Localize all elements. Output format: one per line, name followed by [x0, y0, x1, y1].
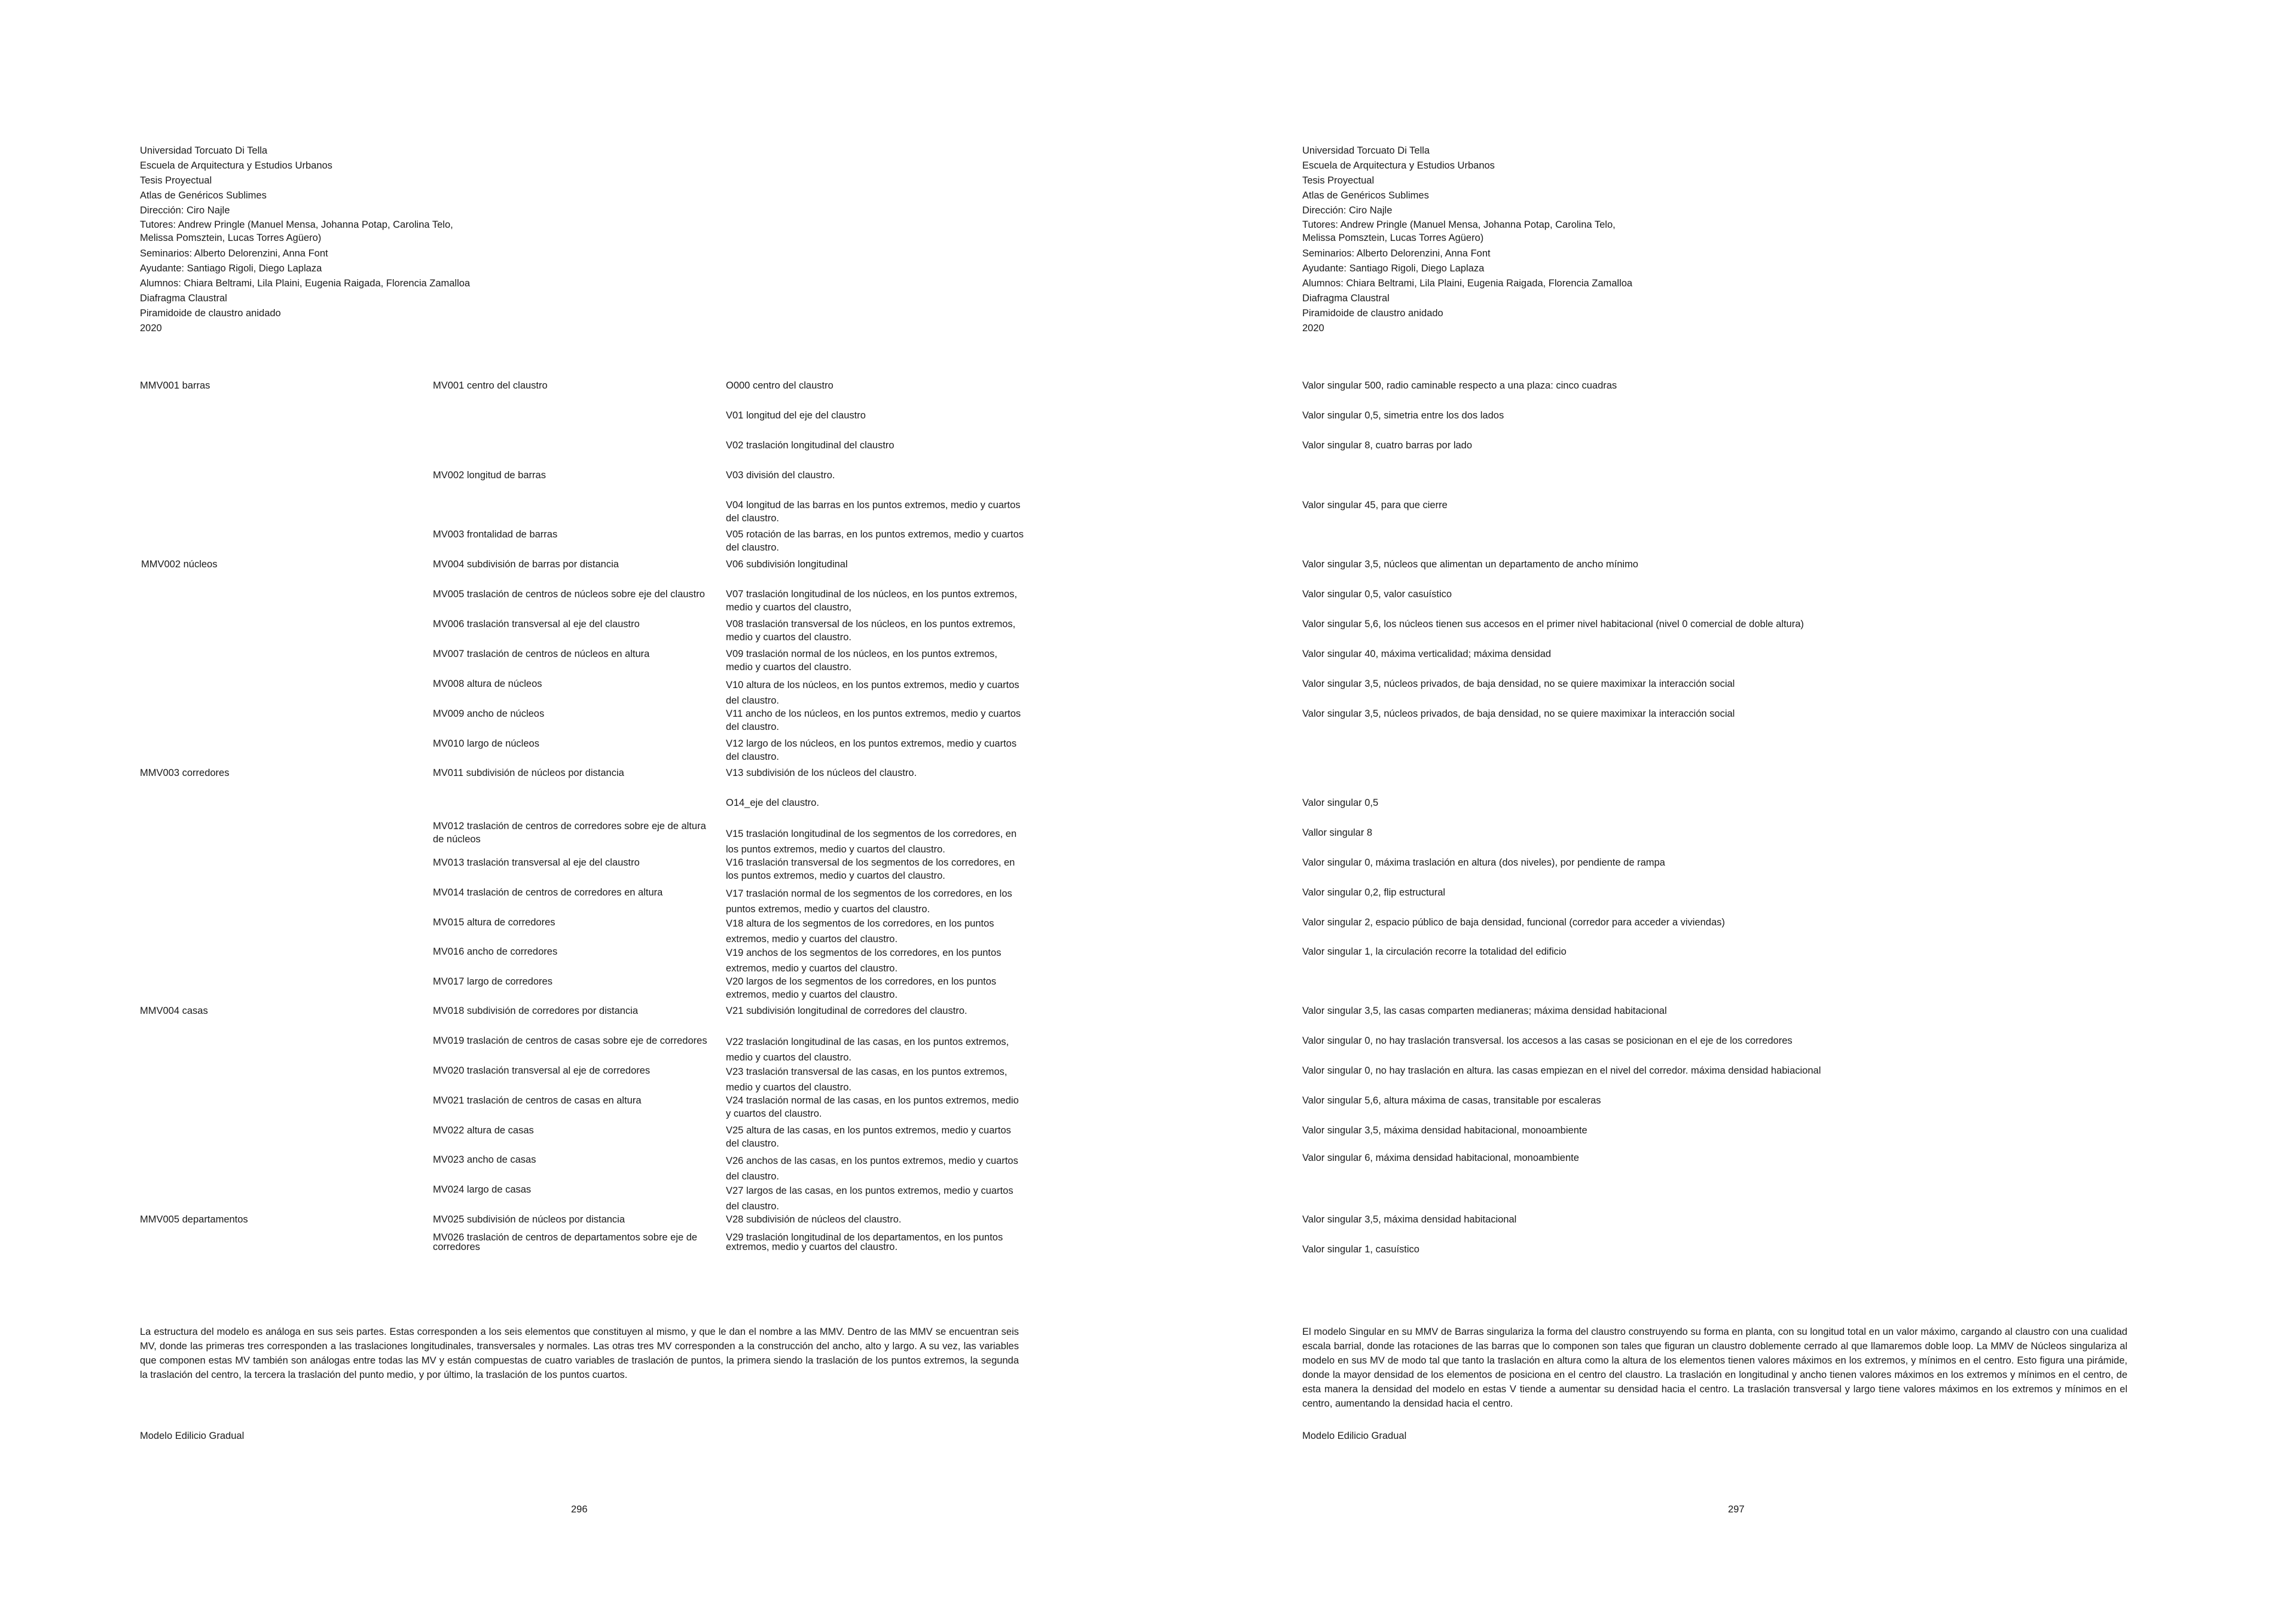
header-line: Piramidoide de claustro anidado [1302, 308, 1443, 319]
header-line: Ayudante: Santiago Rigoli, Diego Laplaza [140, 263, 322, 274]
body-paragraph: El modelo Singular en su MMV de Barras singulariza la forma del claustro construyendo su forma en planta, con su longitud total en un valor máximo, cargando al claustro con una cualidad escala barrial, donde las rotaciones de las barras que lo componen son tales que figuran un claustro doblemente cerrado al que llamaremos doble loop. La MMV de Núcleos singulariza al modelo en sus MV de modo tal que tanto la traslación en altura como la altura de los elementos tienen valores máximos en los extremos, y mínimos en el centro. Esto figura una pirámide, donde la mayor densidad de los elementos de posiciona en el centro del claustro. La traslación en longitudinal y ancho tienen valores máximos en los extremos y mínimos en el centro, de esta manera la densidad del modelo en estas V tiende a aumentar su densidad hacia el centro. La traslación transversal y largo tiene valores máximos en los extremos y mínimos en el centro, aumentando la densidad hacia el centro. [1302, 1326, 2127, 1409]
v-label: V24 traslación normal de las casas, en los puntos extremos, medio y cuartos del claustro. [726, 1095, 1019, 1119]
footer-label: Modelo Edilicio Gradual [1302, 1431, 1407, 1441]
value-label: Valor singular 0, máxima traslación en altura (dos niveles), por pendiente de rampa [1302, 857, 1665, 868]
mv-label: MV007 traslación de centros de núcleos en altura [433, 649, 650, 659]
mv-label: MV024 largo de casas [433, 1184, 532, 1195]
mv-label: MV008 altura de núcleos [433, 678, 542, 689]
value-label: Valor singular 3,5, las casas comparten medianeras; máxima densidad habitacional [1302, 1005, 1667, 1016]
page-number: 297 [1728, 1504, 1745, 1515]
footer-label: Modelo Edilicio Gradual [140, 1431, 245, 1441]
mv-label: MV017 largo de corredores [433, 976, 552, 987]
mv-label: MV005 traslación de centros de núcleos sobre eje del claustro [433, 589, 705, 600]
header-line: Seminarios: Alberto Delorenzini, Anna Font [140, 248, 328, 259]
header-line: Atlas de Genéricos Sublimes [1302, 190, 1429, 201]
value-label: Valor singular 0,5, simetria entre los dos lados [1302, 410, 1504, 421]
mv-label: MV023 ancho de casas [433, 1154, 536, 1165]
v-label: V25 altura de las casas, en los puntos extremos, medio y cuartos del claustro. [726, 1125, 1011, 1149]
mv-label: MV004 subdivisión de barras por distancia [433, 559, 619, 570]
header-line: Tutores: Andrew Pringle (Manuel Mensa, Johanna Potap, Carolina Telo, [140, 219, 453, 230]
header-line: Alumnos: Chiara Beltrami, Lila Plaini, Eugenia Raigada, Florencia Zamalloa [1302, 278, 1633, 289]
v-label: V10 altura de los núcleos, en los puntos extremos, medio y cuartos del claustro. [726, 680, 1019, 706]
v-label: V29 traslación longitudinal de los departamentos, en los puntos extremos, medio y cuartos del claustro. [726, 1232, 1003, 1252]
mv-label: MV010 largo de núcleos [433, 738, 539, 749]
value-label: Valor singular 5,6, los núcleos tienen sus accesos en el primer nivel habitacional (nivel 0 comercial de doble altura) [1302, 619, 1804, 629]
value-label: Valor singular 3,5, máxima densidad habitacional, monoambiente [1302, 1125, 1587, 1136]
v-label: V15 traslación longitudinal de los segmentos de los corredores, en los puntos extremos, medio y cuartos del claustro. [726, 829, 1017, 855]
v-label: V28 subdivisión de núcleos del claustro. [726, 1214, 902, 1225]
mmv-label: MMV004 casas [140, 1005, 208, 1016]
v-label: V03 división del claustro. [726, 470, 835, 481]
value-label: Valor singular 500, radio caminable respecto a una plaza: cinco cuadras [1302, 380, 1617, 391]
value-label: Valor singular 1, la circulación recorre la totalidad del edificio [1302, 946, 1567, 957]
value-label: Valor singular 0, no hay traslación transversal. los accesos a las casas se posicionan en el eje de los corredores [1302, 1035, 1793, 1046]
body-paragraph: La estructura del modelo es análoga en sus seis partes. Estas corresponden a los seis elementos que constituyen al mismo, y que le dan el nombre a las MMV. Dentro de las MMV se encuentran seis MV, donde las primeras tres corresponden a las traslaciones longitudinales, transversales y normales. Las otras tres MV corresponden a la construcción del ancho, alto y largo. A su vez, las variables que componen estas MV también son análogas entre todas las MV y están compuestas de cuatro variables de traslación de puntos, la primera siendo la traslación de los puntos extremos, la segunda la traslación del centro, la tercera la traslación del punto medio, y por último, la traslación de los puntos cuartos. [140, 1326, 1019, 1380]
value-label: Valor singular 0, no hay traslación en altura. las casas empiezan en el nivel del corredor. máxima densidad habiacional [1302, 1065, 1821, 1076]
header-line: Piramidoide de claustro anidado [140, 308, 281, 319]
mv-label: MV006 traslación transversal al eje del claustro [433, 619, 640, 629]
value-label: Valor singular 5,6, altura máxima de casas, transitable por escaleras [1302, 1095, 1601, 1106]
mv-label: MV026 traslación de centros de departamentos sobre eje de corredores [433, 1232, 698, 1252]
mmv-label: MMV003 corredores [140, 768, 230, 778]
page-number: 296 [571, 1504, 588, 1515]
v-label: V08 traslación transversal de los núcleos, en los puntos extremos, medio y cuartos del claustro. [726, 619, 1016, 643]
mmv-label: MMV002 núcleos [141, 559, 218, 570]
mv-label: MV020 traslación transversal al eje de corredores [433, 1065, 651, 1076]
value-label: Valor singular 3,5, núcleos privados, de baja densidad, no se quiere maximixar la interacción social [1302, 678, 1735, 689]
v-label: V13 subdivisión de los núcleos del claustro. [726, 768, 917, 778]
mv-label: MV012 traslación de centros de corredores sobre eje de altura de núcleos [433, 821, 706, 845]
mv-label: MV014 traslación de centros de corredores en altura [433, 887, 663, 898]
mv-label: MV025 subdivisión de núcleos por distancia [433, 1214, 625, 1225]
header-line: Melissa Pomsztein, Lucas Torres Agüero) [1302, 233, 1484, 243]
v-label: V02 traslación longitudinal del claustro [726, 440, 894, 451]
value-label: Valor singular 0,5, valor casuístico [1302, 589, 1452, 600]
header-line: Dirección: Ciro Najle [140, 205, 230, 216]
header-line: Atlas de Genéricos Sublimes [140, 190, 267, 201]
header-line: Dirección: Ciro Najle [1302, 205, 1393, 216]
mv-label: MV001 centro del claustro [433, 380, 548, 391]
header-line: 2020 [1302, 323, 1324, 334]
value-label: Valor singular 3,5, núcleos que alimentan un departamento de ancho mínimo [1302, 559, 1638, 570]
v-label: V21 subdivisión longitudinal de corredores del claustro. [726, 1005, 967, 1016]
value-label: Vallor singular 8 [1302, 827, 1373, 838]
header-line: Escuela de Arquitectura y Estudios Urbanos [140, 160, 332, 171]
mv-label: MV022 altura de casas [433, 1125, 534, 1136]
header-line: Universidad Torcuato Di Tella [1302, 145, 1430, 156]
v-label: V07 traslación longitudinal de los núcleos, en los puntos extremos, medio y cuartos del claustro, [726, 589, 1018, 613]
value-label: Valor singular 0,5 [1302, 797, 1379, 808]
header-line: Seminarios: Alberto Delorenzini, Anna Font [1302, 248, 1491, 259]
mv-label: MV009 ancho de núcleos [433, 708, 545, 719]
value-label: Valor singular 0,2, flip estructural [1302, 887, 1446, 898]
mv-label: MV003 frontalidad de barras [433, 529, 558, 540]
mv-label: MV018 subdivisión de corredores por distancia [433, 1005, 639, 1016]
v-label: O14_eje del claustro. [726, 797, 819, 808]
header-line: Tutores: Andrew Pringle (Manuel Mensa, Johanna Potap, Carolina Telo, [1302, 219, 1616, 230]
left-header [140, 143, 475, 336]
header-line: Escuela de Arquitectura y Estudios Urbanos [1302, 160, 1495, 171]
v-label: V12 largo de los núcleos, en los puntos extremos, medio y cuartos del claustro. [726, 738, 1017, 762]
mv-label: MV011 subdivisión de núcleos por distancia [433, 768, 624, 778]
v-label: V23 traslación transversal de las casas, en los puntos extremos, medio y cuartos del claustro. [726, 1066, 1007, 1093]
mv-label: MV021 traslación de centros de casas en altura [433, 1095, 642, 1106]
header-line: Universidad Torcuato Di Tella [140, 145, 268, 156]
v-label: V16 traslación transversal de los segmentos de los corredores, en los puntos extremos, medio y cuartos del claustro. [726, 857, 1015, 881]
v-label: V19 anchos de los segmentos de los corredores, en los puntos extremos, medio y cuartos del claustro. [726, 947, 1002, 974]
header-line: Diafragma Claustral [140, 293, 227, 304]
header-line: Melissa Pomsztein, Lucas Torres Agüero) [140, 233, 322, 243]
mv-label: MV016 ancho de corredores [433, 946, 558, 957]
v-label: V05 rotación de las barras, en los puntos extremos, medio y cuartos del claustro. [726, 529, 1024, 553]
header-line: Tesis Proyectual [140, 175, 212, 186]
value-label: Valor singular 2, espacio público de baja densidad, funcional (corredor para acceder a viviendas) [1302, 917, 1725, 928]
v-label: V09 traslación normal de los núcleos, en los puntos extremos, medio y cuartos del claustro. [726, 649, 997, 673]
v-label: V01 longitud del eje del claustro [726, 410, 866, 421]
mv-label: MV002 longitud de barras [433, 470, 546, 481]
mv-label: MV019 traslación de centros de casas sobre eje de corredores [433, 1035, 707, 1046]
v-label: V26 anchos de las casas, en los puntos extremos, medio y cuartos del claustro. [726, 1156, 1018, 1182]
v-label: V22 traslación longitudinal de las casas, en los puntos extremos, medio y cuartos del claustro. [726, 1037, 1009, 1063]
right-page [1148, 0, 2296, 1623]
value-label: Valor singular 3,5, máxima densidad habitacional [1302, 1214, 1517, 1225]
mmv-label: MMV001 barras [140, 380, 210, 391]
header-line: 2020 [140, 323, 162, 334]
header-line: Ayudante: Santiago Rigoli, Diego Laplaza [1302, 263, 1485, 274]
value-label: Valor singular 3,5, núcleos privados, de baja densidad, no se quiere maximixar la interacción social [1302, 708, 1735, 719]
value-label: Valor singular 6, máxima densidad habitacional, monoambiente [1302, 1153, 1579, 1163]
value-label: Valor singular 1, casuístico [1302, 1244, 1419, 1255]
value-label: Valor singular 8, cuatro barras por lado [1302, 440, 1473, 451]
v-label: V27 largos de las casas, en los puntos extremos, medio y cuartos del claustro. [726, 1185, 1013, 1212]
v-label: V18 altura de los segmentos de los corredores, en los puntos extremos, medio y cuartos del claustro. [726, 918, 994, 945]
header-line: Alumnos: Chiara Beltrami, Lila Plaini, Eugenia Raigada, Florencia Zamalloa [140, 278, 471, 289]
right-header [1302, 143, 1637, 336]
header-line: Diafragma Claustral [1302, 293, 1390, 304]
mv-label: MV015 altura de corredores [433, 917, 555, 928]
mmv-label: MMV005 departamentos [140, 1214, 248, 1225]
value-label: Valor singular 45, para que cierre [1302, 500, 1448, 511]
v-label: V20 largos de los segmentos de los corredores, en los puntos extremos, medio y cuartos del claustro. [726, 976, 997, 1000]
mv-label: MV013 traslación transversal al eje del claustro [433, 857, 640, 868]
value-label: Valor singular 40, máxima verticalidad; máxima densidad [1302, 649, 1552, 659]
v-label: V17 traslación normal de los segmentos de los corredores, en los puntos extremos, medio y cuartos del claustro. [726, 888, 1012, 915]
header-line: Tesis Proyectual [1302, 175, 1375, 186]
v-label: V04 longitud de las barras en los puntos extremos, medio y cuartos del claustro. [726, 500, 1021, 524]
v-label: O000 centro del claustro [726, 380, 833, 391]
v-label: V06 subdivisión longitudinal [726, 559, 848, 570]
v-label: V11 ancho de los núcleos, en los puntos extremos, medio y cuartos del claustro. [726, 708, 1021, 732]
